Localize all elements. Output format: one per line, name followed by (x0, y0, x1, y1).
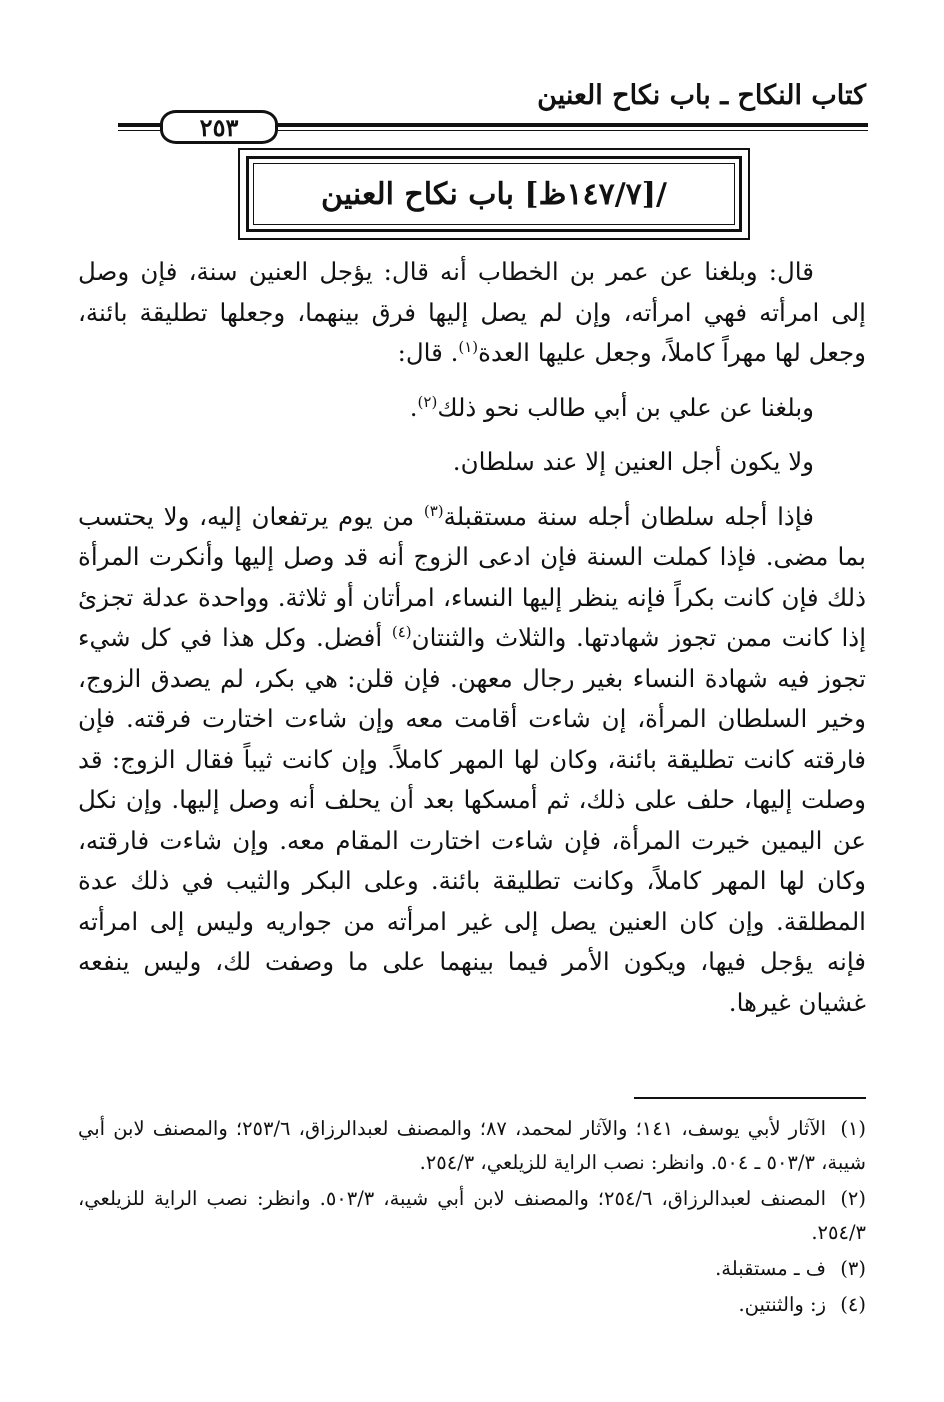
paragraph-1 (78, 252, 866, 374)
footnote-text: المصنف لعبدالرزاق، ٢٥٤/٦؛ والمصنف لابن أبي شيبة، ٥٠٣/٣. وانظر: نصب الراية للزيلعي، ٢٥٤/٣. (78, 1187, 866, 1244)
footnote-ref-1: (١) (458, 337, 479, 356)
footnote-text: الآثار لأبي يوسف، ١٤١؛ والآثار لمحمد، ٨٧؛ والمصنف لعبدالرزاق، ٢٥٣/٦؛ والمصنف لابن أبي شيبة، ٥٠٣/٣ ـ ٥٠٤. وانظر: نصب الراية للزيلعي، ٢٥٤/٣. (78, 1117, 866, 1174)
paragraph-4-text-a: فإذا أجله سلطان أجله سنة مستقبلة (443, 501, 814, 531)
paragraph-4 (78, 497, 866, 1024)
footnote-3 (78, 1252, 866, 1286)
footnote-text: ف ـ مستقبلة. (715, 1257, 826, 1280)
paragraph-3: ولا يكون أجل العنين إلا عند سلطان. (452, 447, 814, 476)
footnote-ref-2: (٢) (417, 392, 438, 411)
chapter-title-frame (238, 148, 750, 240)
paragraph-4-text-b: من يوم يرتفعان إليه، ولا يحتسب بما مضى. فإذا كملت السنة فإن ادعى الزوج أنه قد وصل إليها وأنكرت المرأة ذلك فإن كانت بكراً فإنه ينظر إليها النساء، امرأتان أو ثلاثة. وواحدة عدلة تجزئ إذا كانت ممن تجوز شهادتها. والثلاث والثنتان (78, 501, 866, 652)
paragraph-2-text: وبلغنا عن علي بن أبي طالب نحو ذلك (437, 392, 814, 422)
chapter-title: /[١٤٧/٧ظ] باب نكاح العنين (321, 176, 667, 212)
footnote-number: (٤) (840, 1293, 866, 1316)
footnote-2 (78, 1182, 866, 1250)
page-number: ٢٥٣ (160, 110, 278, 144)
footnote-1 (78, 1112, 866, 1180)
paragraph-1-tail: . قال: (397, 338, 459, 367)
footnote-ref-3: (٣) (423, 501, 444, 520)
paragraph-4-text-c: أفضل. وكل هذا في كل شيء تجوز فيه شهادة النساء بغير رجال معهن. فإن قلن: هي بكر، لم يصدق الزوج، وخير السلطان المرأة، إن شاءت أقامت معه وإن شاءت اختارت فرقته. فإن فارقته كانت تطليقة بائنة، وكان لها المهر كاملاً. وإن كانت ثيباً فقال الزوج: قد وصلت إليها، حلف على ذلك، ثم أمسكها بعد أن يحلف أنه وصل إليها. وإن نكل عن اليمين خيرت المرأة، فإن شاءت اختارت المقام معه. وإن شاءت فارقته، وكان لها المهر كاملاً، وكانت تطليقة بائنة. وعلى البكر والثيب في ذلك عدة المطلقة. وإن كان العنين يصل إلى غير امرأته من جواريه وليس إلى امرأته فإنه يؤجل فيها، ويكون الأمر فيما بينهما على ما وصفت لك، وليس ينفعه غشيان غيرها. (78, 623, 866, 1017)
paragraph-2 (78, 388, 866, 429)
footnote-text: ز: والثنتين. (738, 1293, 826, 1316)
footnote-separator (634, 1097, 866, 1099)
running-header-title: كتاب النكاح ـ باب نكاح العنين (537, 80, 866, 111)
header-rule (118, 110, 868, 140)
footnote-number: (٣) (840, 1257, 866, 1280)
chapter-title-frame-innermost (253, 163, 735, 225)
footnotes (78, 1112, 866, 1324)
paragraph-1-text: قال: وبلغنا عن عمر بن الخطاب أنه قال: يؤجل العنين سنة، فإن وصل إلى امرأته فهي امرأته، وإن لم يصل إليها فرق بينهما، وجعلها تطليقة بائنة، وجعل لها مهراً كاملاً، وجعل عليها العدة (78, 257, 866, 367)
footnote-4 (78, 1288, 866, 1322)
footnote-number: (٢) (840, 1187, 867, 1210)
footnote-ref-4: (٤) (391, 622, 412, 641)
main-text (78, 252, 866, 1023)
chapter-title-frame-inner (246, 156, 742, 232)
paragraph-2-tail: . (409, 392, 418, 422)
footnote-number: (١) (840, 1117, 867, 1140)
